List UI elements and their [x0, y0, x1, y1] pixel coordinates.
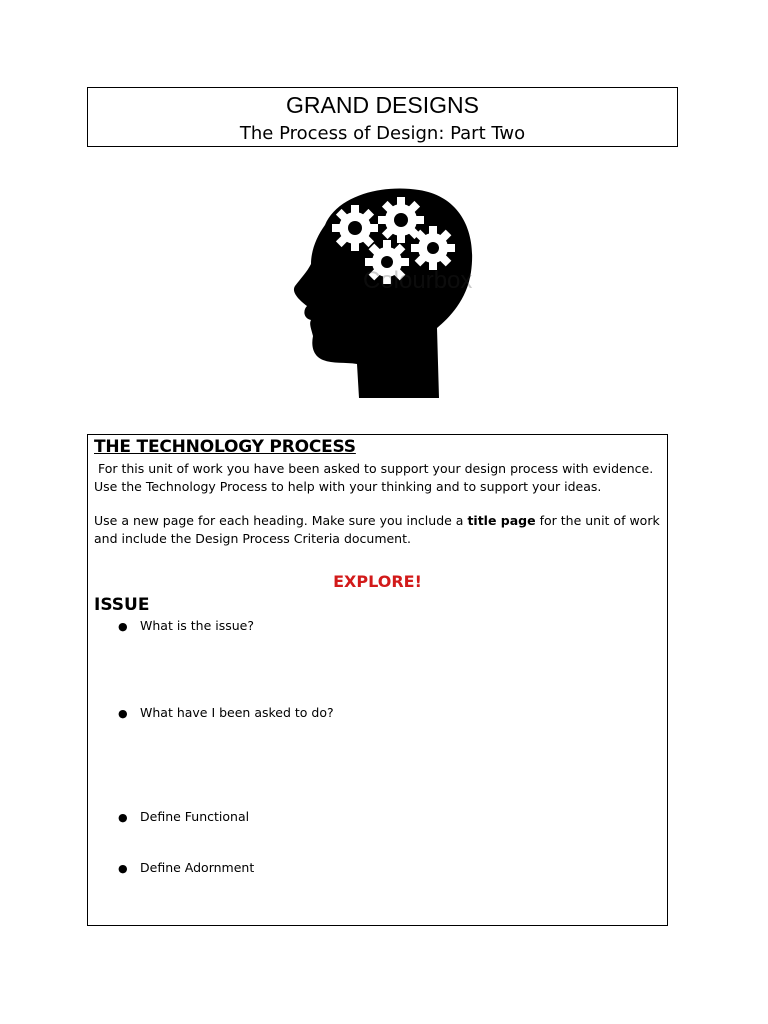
gear-icon	[411, 226, 455, 270]
list-item-text: Define Functional	[140, 809, 250, 824]
intro-line-2: Use the Technology Process to help with your thinking and to support your ideas.	[94, 478, 602, 494]
gear-icon	[332, 205, 378, 251]
explore-label: EXPLORE!	[333, 572, 422, 591]
list-item-text: What is the issue?	[140, 618, 255, 633]
title-page-emphasis: title page	[467, 513, 536, 528]
instructions-line-2: and include the Design Process Criteria document.	[94, 530, 411, 546]
watermark-text: Colourbox	[363, 267, 473, 294]
list-item	[118, 809, 249, 824]
title-box	[87, 87, 678, 147]
instructions-text-pre: Use a new page for each heading. Make sure you include a	[94, 513, 468, 528]
technology-process-box	[87, 434, 668, 926]
intro-line-1: For this unit of work you have been asked to support your design process with evidence.	[94, 461, 654, 476]
bullet-icon: ●	[118, 862, 128, 875]
bullet-icon: ●	[118, 620, 128, 633]
list-item	[118, 860, 254, 875]
head-with-gears-icon	[263, 168, 503, 398]
list-item	[118, 618, 254, 633]
instructions-paragraph	[94, 512, 664, 547]
instructions-line-1	[94, 512, 664, 530]
bullet-icon: ●	[118, 707, 128, 720]
list-item-text: What have I been asked to do?	[140, 705, 334, 720]
issue-heading: ISSUE	[94, 595, 150, 615]
intro-paragraph	[94, 460, 664, 495]
bullet-icon: ●	[118, 811, 128, 824]
list-item	[118, 705, 334, 720]
page-subtitle: The Process of Design: Part Two	[239, 123, 526, 144]
page-title: GRAND DESIGNS	[286, 92, 479, 118]
section-heading: THE TECHNOLOGY PROCESS	[94, 437, 356, 457]
list-item-text: Define Adornment	[140, 860, 255, 875]
instructions-text-post: for the unit of work	[535, 513, 660, 528]
